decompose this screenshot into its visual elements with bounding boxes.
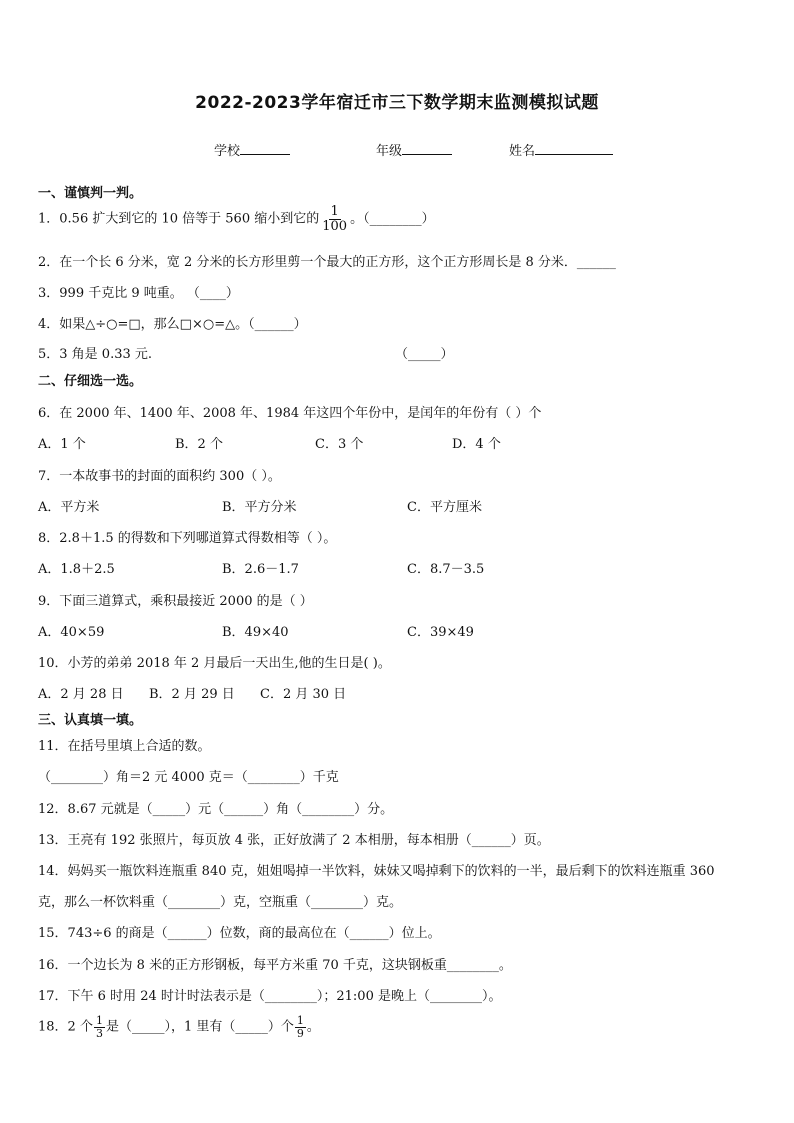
fraction-1-3 xyxy=(94,1015,105,1039)
grade-blank[interactable] xyxy=(402,142,452,155)
fraction-1-100 xyxy=(320,205,349,233)
question-4: 4．如果△÷○=□，那么□×○=△。（______） xyxy=(38,317,307,332)
question-8-option-c[interactable]: C．8.7－3.5 xyxy=(407,562,485,577)
school-field xyxy=(214,140,290,159)
question-6-option-c[interactable]: C．3 个 xyxy=(315,437,364,452)
fraction-denominator: 3 xyxy=(95,1026,103,1040)
question-7: 7．一本故事书的封面的面积约 300（ ）。 xyxy=(38,469,281,484)
question-10-option-a[interactable]: A．2 月 28 日 xyxy=(38,687,124,702)
question-8-option-a[interactable]: A．1.8＋2.5 xyxy=(38,562,115,577)
question-7-option-a[interactable]: A．平方米 xyxy=(38,500,100,515)
question-7-option-c[interactable]: C．平方厘米 xyxy=(407,500,482,515)
school-blank[interactable] xyxy=(240,142,290,155)
section-2-heading: 二、仔细选一选。 xyxy=(38,374,143,389)
question-17: 17．下午 6 时用 24 时计时法表示是（________）；21:00 是晚上（________）。 xyxy=(38,989,502,1004)
question-5-blank: （_____） xyxy=(395,347,454,362)
question-16: 16．一个边长为 8 米的正方形钢板，每平方米重 70 千克，这块钢板重________。 xyxy=(38,958,512,973)
page-title: 2022-2023学年宿迁市三下数学期末监测模拟试题 xyxy=(195,93,599,113)
question-6-option-a[interactable]: A．1 个 xyxy=(38,437,86,452)
grade-field xyxy=(376,140,452,159)
question-6-option-b[interactable]: B．2 个 xyxy=(175,437,223,452)
question-7-option-b[interactable]: B．平方分米 xyxy=(222,500,297,515)
question-1 xyxy=(38,205,774,233)
name-field xyxy=(509,140,613,159)
question-14-line-1: 14．妈妈买一瓶饮料连瓶重 840 克，姐姐喝掉一半饮料，妹妹又喝掉剩下的饮料的一半，最后剩下的饮料连瓶重 360 xyxy=(38,864,715,879)
fraction-1-9 xyxy=(295,1015,306,1039)
fraction-numerator: 1 xyxy=(296,1014,304,1027)
question-18 xyxy=(38,1015,774,1039)
question-13: 13．王亮有 192 张照片，每页放 4 张，正好放满了 2 本相册，每本相册（______）页。 xyxy=(38,833,550,848)
question-3: 3．999 千克比 9 吨重。 （____） xyxy=(38,286,239,301)
section-3-heading: 三、认真填一填。 xyxy=(38,713,143,728)
question-11-subline: （________）角＝2 元 4000 克＝（________）千克 xyxy=(38,770,339,785)
name-label: 姓名 xyxy=(509,144,536,159)
question-8: 8．2.8＋1.5 的得数和下列哪道算式得数相等（ ）。 xyxy=(38,531,337,546)
question-18-part-3: 。 xyxy=(306,1019,320,1035)
question-10-option-b[interactable]: B．2 月 29 日 xyxy=(149,687,235,702)
fraction-numerator: 1 xyxy=(95,1014,103,1027)
question-11: 11．在括号里填上合适的数。 xyxy=(38,739,211,754)
grade-label: 年级 xyxy=(376,144,403,159)
question-9-option-a[interactable]: A．40×59 xyxy=(38,625,105,640)
question-8-option-b[interactable]: B．2.6－1.7 xyxy=(222,562,299,577)
question-9: 9．下面三道算式，乘积最接近 2000 的是（ ） xyxy=(38,594,313,609)
question-15: 15．743÷6 的商是（______）位数，商的最高位在（______）位上。 xyxy=(38,926,441,941)
question-6: 6．在 2000 年、1400 年、2008 年、1984 年这四个年份中，是闰年的年份有（ ）个 xyxy=(38,406,542,421)
question-14-line-2: 克，那么一杯饮料重（________）克，空瓶重（________）克。 xyxy=(38,895,403,910)
question-1-text: 1．0.56 扩大到它的 10 倍等于 560 缩小到它的 xyxy=(38,211,320,227)
section-1-heading: 一、谨慎判一判。 xyxy=(38,186,143,201)
question-10-option-c[interactable]: C．2 月 30 日 xyxy=(260,687,347,702)
school-label: 学校 xyxy=(214,144,241,159)
question-2: 2．在一个长 6 分米，宽 2 分米的长方形里剪一个最大的正方形，这个正方形周长是 8 分米．______ xyxy=(38,255,616,270)
question-10: 10．小芳的弟弟 2018 年 2 月最后一天出生,他的生日是( )。 xyxy=(38,656,391,671)
fraction-numerator: 1 xyxy=(330,204,339,219)
question-1-tail: 。（________） xyxy=(350,211,435,227)
question-18-part-2: 是（_____），1 里有（_____）个 xyxy=(105,1019,294,1035)
question-18-part-1: 18．2 个 xyxy=(38,1019,93,1035)
question-6-option-d[interactable]: D．4 个 xyxy=(452,437,501,452)
fraction-denominator: 9 xyxy=(296,1026,304,1040)
question-9-option-c[interactable]: C．39×49 xyxy=(407,625,474,640)
question-9-option-b[interactable]: B．49×40 xyxy=(222,625,289,640)
fraction-denominator: 100 xyxy=(322,218,348,234)
name-blank[interactable] xyxy=(535,142,613,155)
question-12: 12．8.67 元就是（_____）元（______）角（________）分。 xyxy=(38,802,394,817)
question-5-text: 5．3 角是 0.33 元. xyxy=(38,347,153,362)
